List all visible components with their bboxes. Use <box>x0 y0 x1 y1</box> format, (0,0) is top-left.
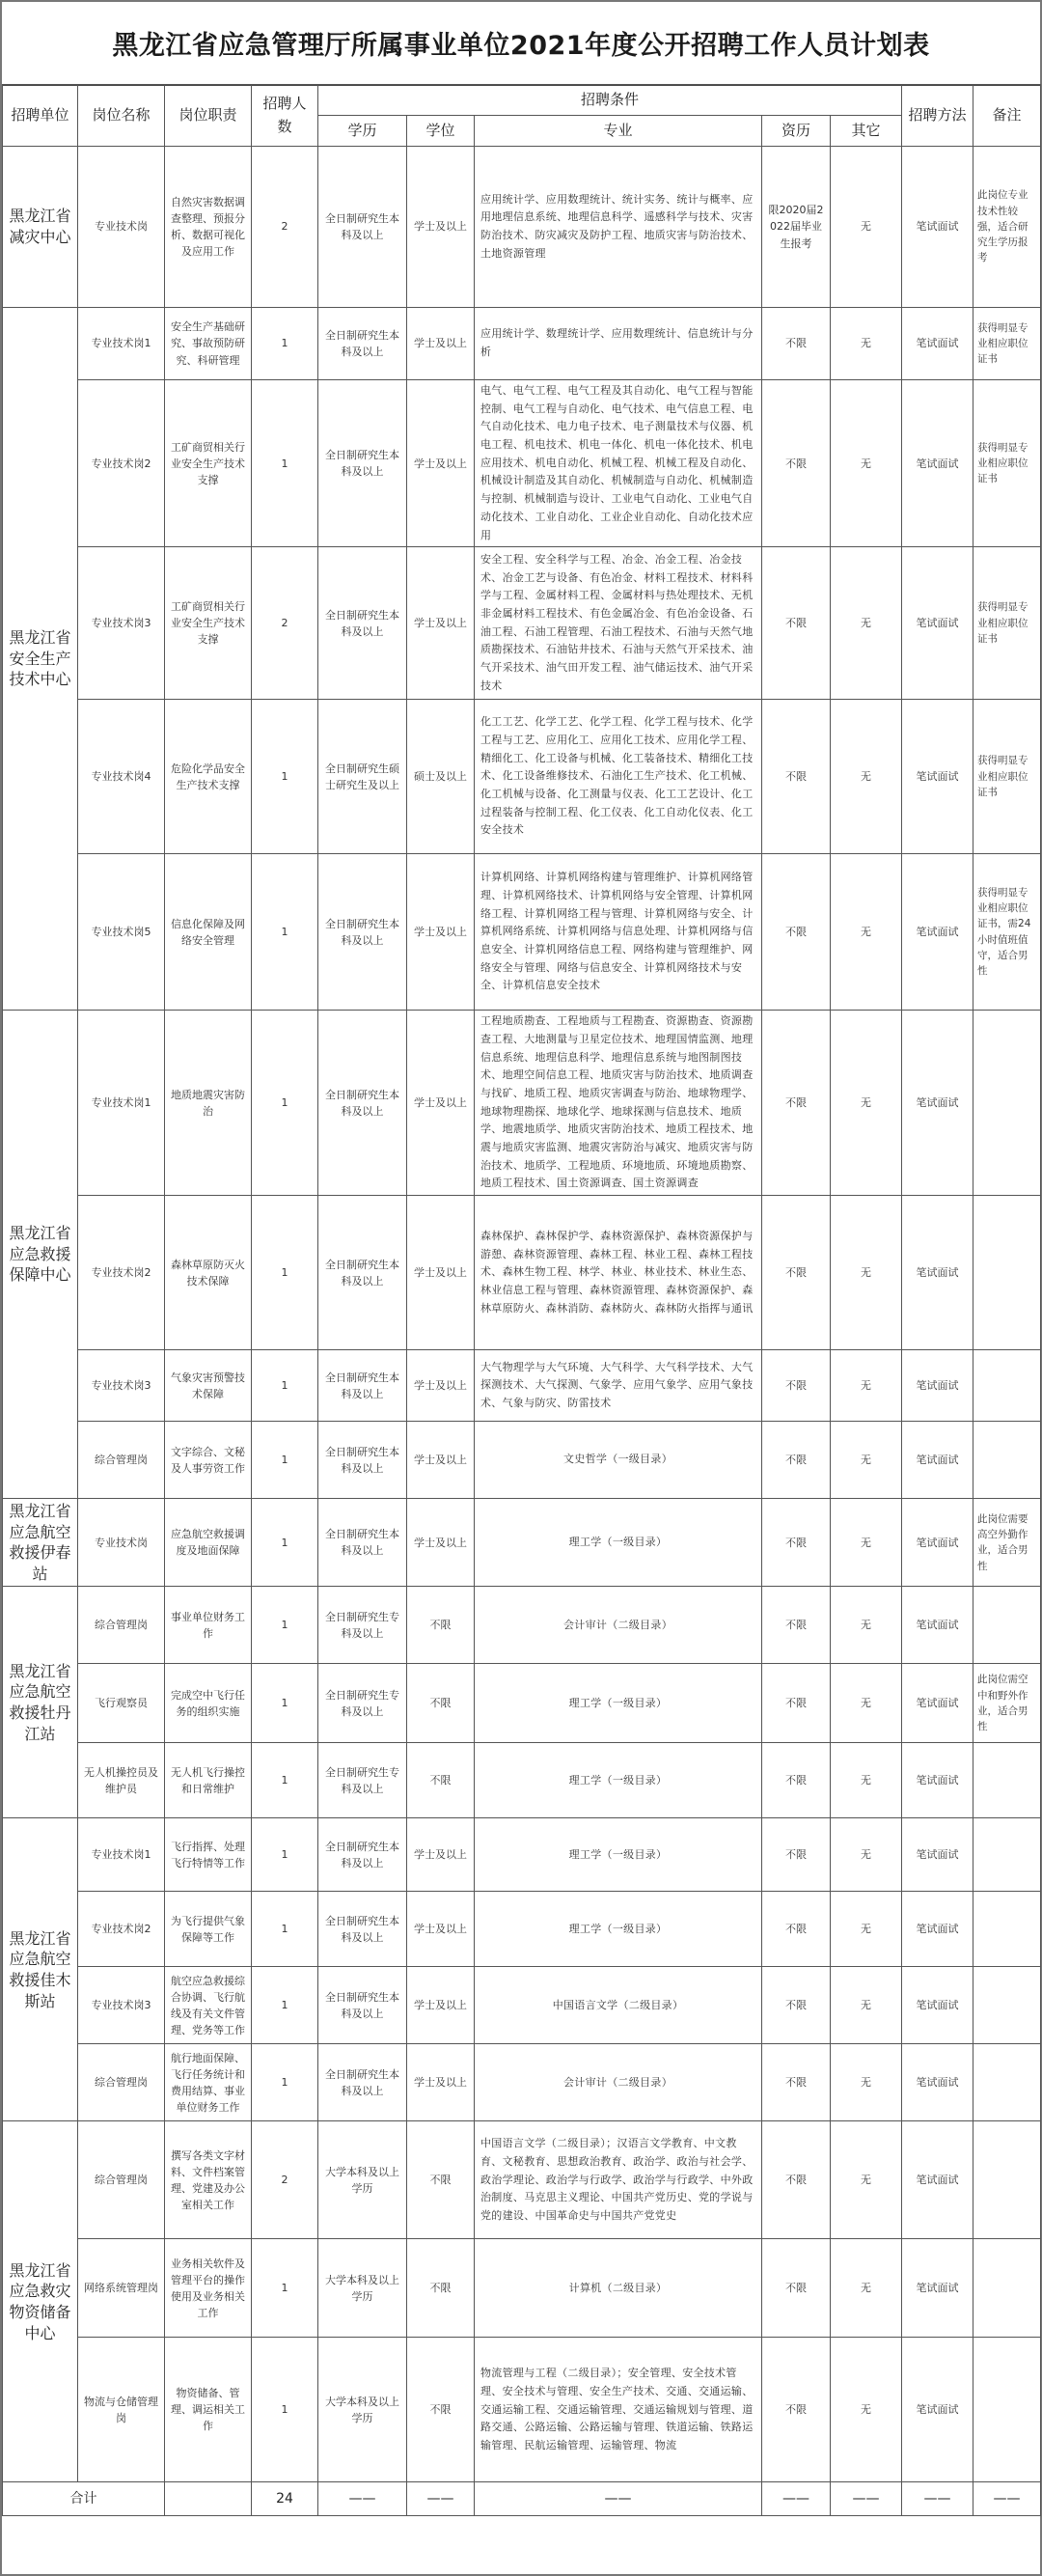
degree-cell: 不限 <box>407 1664 475 1743</box>
total-row <box>3 2482 1041 2516</box>
other-cell: 无 <box>831 1422 902 1499</box>
other-cell: 无 <box>831 2044 902 2121</box>
count-cell: 1 <box>252 2239 318 2338</box>
duty-cell: 气象灾害预警技术保障 <box>165 1350 252 1422</box>
header-conditions: 招聘条件 <box>318 85 902 116</box>
header-major: 专业 <box>475 116 762 147</box>
education-cell: 全日制研究生本科及以上 <box>318 380 407 547</box>
degree-cell: 学士及以上 <box>407 1967 475 2044</box>
major-cell: 化工工艺、化学工艺、化学工程、化学工程与技术、化学工程与工艺、应用化工、应用化工技术、应用化学工程、精细化工、化工设备与机械、化工装备技术、精细化工技术、化工设备维修技术、石油化工生产技术、化工机械、化工机械与设备、化工测量与仪表、化工工艺设计、化工过程装备与控制工程、化工仪表、化工自动化仪表、化工安全技术 <box>475 700 762 854</box>
total-label: 合计 <box>3 2482 165 2516</box>
method-cell: 笔试面试 <box>902 147 973 308</box>
method-cell: 笔试面试 <box>902 1818 973 1892</box>
degree-cell: 学士及以上 <box>407 1422 475 1499</box>
unit-name: 黑龙江省应急航空救援牡丹江站 <box>3 1587 78 1818</box>
header-duty: 岗位职责 <box>165 85 252 147</box>
remarks-cell <box>973 2239 1041 2338</box>
remarks-cell: 此岗位需要高空外勤作业，适合男性 <box>973 1499 1041 1587</box>
count-cell: 1 <box>252 380 318 547</box>
other-cell: 无 <box>831 308 902 380</box>
experience-cell: 不限 <box>762 1196 831 1350</box>
major-cell: 理工学（一级目录） <box>475 1664 762 1743</box>
degree-cell: 学士及以上 <box>407 547 475 700</box>
major-cell: 应用统计学、数理统计学、应用数理统计、信息统计与分析 <box>475 308 762 380</box>
degree-cell: 不限 <box>407 2121 475 2239</box>
post-name-cell: 专业技术岗 <box>78 1499 165 1587</box>
education-cell: 大学本科及以上学历 <box>318 2338 407 2482</box>
total-dash: —— <box>318 2482 407 2516</box>
post-name-cell: 专业技术岗2 <box>78 380 165 547</box>
header-remarks: 备注 <box>973 85 1041 147</box>
document-title-row <box>2 2 1040 86</box>
total-dash: —— <box>407 2482 475 2516</box>
table-row <box>3 1967 1041 2044</box>
total-dash: —— <box>973 2482 1041 2516</box>
method-cell: 笔试面试 <box>902 547 973 700</box>
duty-cell: 物资储备、管理、调运相关工作 <box>165 2338 252 2482</box>
other-cell: 无 <box>831 1818 902 1892</box>
remarks-cell <box>973 1196 1041 1350</box>
count-cell: 1 <box>252 1892 318 1967</box>
table-row <box>3 700 1041 854</box>
experience-cell: 不限 <box>762 1011 831 1196</box>
header-post-name: 岗位名称 <box>78 85 165 147</box>
remarks-cell <box>973 2044 1041 2121</box>
duty-cell: 安全生产基础研究、事故预防研究、科研管理 <box>165 308 252 380</box>
major-cell: 森林保护、森林保护学、森林资源保护、森林资源保护与游憩、森林资源管理、森林工程、林业工程、森林工程技术、森林生物工程、林学、林业、林业技术、林业生态、林业信息工程与管理、森林资源管理、森林资源保护、森林草原防火、森林消防、森林防火、森林防火指挥与通讯 <box>475 1196 762 1350</box>
method-cell: 笔试面试 <box>902 1664 973 1743</box>
method-cell: 笔试面试 <box>902 2044 973 2121</box>
experience-cell: 不限 <box>762 1350 831 1422</box>
method-cell: 笔试面试 <box>902 854 973 1011</box>
table-row <box>3 1664 1041 1743</box>
other-cell: 无 <box>831 1967 902 2044</box>
major-cell: 大气物理学与大气环境、大气科学、大气科学技术、大气探测技术、大气探测、气象学、应用气象学、应用气象技术、气象与防灾、防雷技术 <box>475 1350 762 1422</box>
education-cell: 全日制研究生本科及以上 <box>318 1967 407 2044</box>
duty-cell: 自然灾害数据调查整理、预报分析、数据可视化及应用工作 <box>165 147 252 308</box>
duty-cell: 航行地面保障、飞行任务统计和费用结算、事业单位财务工作 <box>165 2044 252 2121</box>
duty-cell: 森林草原防灭火技术保障 <box>165 1196 252 1350</box>
education-cell: 全日制研究生本科及以上 <box>318 1196 407 1350</box>
remarks-cell <box>973 1743 1041 1818</box>
education-cell: 大学本科及以上学历 <box>318 2121 407 2239</box>
post-name-cell: 无人机操控员及维护员 <box>78 1743 165 1818</box>
degree-cell: 学士及以上 <box>407 147 475 308</box>
post-name-cell: 专业技术岗3 <box>78 1967 165 2044</box>
education-cell: 全日制研究生硕士研究生及以上 <box>318 700 407 854</box>
duty-cell: 无人机飞行操控和日常维护 <box>165 1743 252 1818</box>
remarks-cell <box>973 1587 1041 1664</box>
major-cell: 中国语言文学（二级目录）；汉语言文学教育、中文教育、文秘教育、思想政治教育、政治学、政治与社会学、政治学理论、政治学与行政学、政治学与行政学、中外政治制度、马克思主义理论、中国共产党历史、党的学说与党的建设、中国革命史与中国共产党党史 <box>475 2121 762 2239</box>
count-cell: 1 <box>252 1743 318 1818</box>
experience-cell: 不限 <box>762 1892 831 1967</box>
post-name-cell: 专业技术岗5 <box>78 854 165 1011</box>
major-cell: 理工学（一级目录） <box>475 1818 762 1892</box>
post-name-cell: 专业技术岗1 <box>78 1818 165 1892</box>
remarks-cell <box>973 1011 1041 1196</box>
post-name-cell: 专业技术岗2 <box>78 1196 165 1350</box>
education-cell: 全日制研究生本科及以上 <box>318 854 407 1011</box>
count-cell: 1 <box>252 1587 318 1664</box>
post-name-cell: 专业技术岗3 <box>78 547 165 700</box>
post-name-cell: 综合管理岗 <box>78 2121 165 2239</box>
table-row <box>3 2121 1041 2239</box>
duty-cell: 航空应急救援综合协调、飞行航线及有关文件管理、党务等工作 <box>165 1967 252 2044</box>
degree-cell: 不限 <box>407 2239 475 2338</box>
experience-cell: 不限 <box>762 547 831 700</box>
count-cell: 1 <box>252 1011 318 1196</box>
post-name-cell: 物流与仓储管理岗 <box>78 2338 165 2482</box>
duty-cell: 工矿商贸相关行业安全生产技术支撑 <box>165 547 252 700</box>
table-row <box>3 147 1041 308</box>
table-row <box>3 547 1041 700</box>
post-name-cell: 飞行观察员 <box>78 1664 165 1743</box>
count-cell: 1 <box>252 308 318 380</box>
method-cell: 笔试面试 <box>902 308 973 380</box>
degree-cell: 学士及以上 <box>407 1499 475 1587</box>
degree-cell: 学士及以上 <box>407 1818 475 1892</box>
table-row <box>3 1892 1041 1967</box>
method-cell: 笔试面试 <box>902 1011 973 1196</box>
experience-cell: 不限 <box>762 1818 831 1892</box>
total-count: 24 <box>252 2482 318 2516</box>
table-row <box>3 1499 1041 1587</box>
header-unit: 招聘单位 <box>3 85 78 147</box>
table-row <box>3 1350 1041 1422</box>
remarks-cell <box>973 1422 1041 1499</box>
major-cell: 理工学（一级目录） <box>475 1743 762 1818</box>
degree-cell: 不限 <box>407 1587 475 1664</box>
count-cell: 1 <box>252 854 318 1011</box>
duty-cell: 信息化保障及网络安全管理 <box>165 854 252 1011</box>
method-cell: 笔试面试 <box>902 1499 973 1587</box>
post-name-cell: 专业技术岗 <box>78 147 165 308</box>
table-row <box>3 854 1041 1011</box>
post-name-cell: 专业技术岗1 <box>78 1011 165 1196</box>
major-cell: 理工学（一级目录） <box>475 1499 762 1587</box>
method-cell: 笔试面试 <box>902 700 973 854</box>
header-method: 招聘方法 <box>902 85 973 147</box>
education-cell: 全日制研究生本科及以上 <box>318 308 407 380</box>
education-cell: 全日制研究生专科及以上 <box>318 1664 407 1743</box>
duty-cell: 地质地震灾害防治 <box>165 1011 252 1196</box>
method-cell: 笔试面试 <box>902 1587 973 1664</box>
major-cell: 计算机（二级目录） <box>475 2239 762 2338</box>
education-cell: 全日制研究生本科及以上 <box>318 1892 407 1967</box>
remarks-cell: 此岗位专业技术性较强，适合研究生学历报考 <box>973 147 1041 308</box>
count-cell: 1 <box>252 1350 318 1422</box>
education-cell: 全日制研究生本科及以上 <box>318 147 407 308</box>
table-row <box>3 1011 1041 1196</box>
major-cell: 物流管理与工程（二级目录）；安全管理、安全技术管理、安全技术与管理、安全生产技术、交通、交通运输、交通运输工程、交通运输管理、交通运输规划与管理、道路交通、公路运输、公路运输与管理、铁道运输、铁路运输管理、民航运输管理、运输管理、物流 <box>475 2338 762 2482</box>
document-title: 黑龙江省应急管理厅所属事业单位2021年度公开招聘工作人员计划表 <box>112 31 930 61</box>
method-cell: 笔试面试 <box>902 1743 973 1818</box>
total-dash: —— <box>762 2482 831 2516</box>
method-cell: 笔试面试 <box>902 2239 973 2338</box>
other-cell: 无 <box>831 1499 902 1587</box>
unit-name: 黑龙江省安全生产技术中心 <box>3 308 78 1011</box>
other-cell: 无 <box>831 1350 902 1422</box>
degree-cell: 学士及以上 <box>407 380 475 547</box>
count-cell: 1 <box>252 700 318 854</box>
remarks-cell <box>973 1967 1041 2044</box>
degree-cell: 学士及以上 <box>407 854 475 1011</box>
remarks-cell: 获得明显专业相应职位证书 <box>973 380 1041 547</box>
other-cell: 无 <box>831 2239 902 2338</box>
method-cell: 笔试面试 <box>902 1422 973 1499</box>
other-cell: 无 <box>831 1664 902 1743</box>
remarks-cell <box>973 1892 1041 1967</box>
experience-cell: 不限 <box>762 2121 831 2239</box>
degree-cell: 不限 <box>407 2338 475 2482</box>
unit-name: 黑龙江省应急救援保障中心 <box>3 1011 78 1499</box>
major-cell: 会计审计（二级目录） <box>475 1587 762 1664</box>
duty-cell: 为飞行提供气象保障等工作 <box>165 1892 252 1967</box>
table-row <box>3 2338 1041 2482</box>
recruitment-plan-table <box>2 84 1041 2516</box>
unit-name: 黑龙江省减灾中心 <box>3 147 78 308</box>
post-name-cell: 专业技术岗4 <box>78 700 165 854</box>
total-empty <box>165 2482 252 2516</box>
other-cell: 无 <box>831 1011 902 1196</box>
header-other: 其它 <box>831 116 902 147</box>
experience-cell: 不限 <box>762 2239 831 2338</box>
other-cell: 无 <box>831 547 902 700</box>
experience-cell: 不限 <box>762 308 831 380</box>
table-row <box>3 2044 1041 2121</box>
table-row <box>3 1422 1041 1499</box>
other-cell: 无 <box>831 2338 902 2482</box>
total-dash: —— <box>902 2482 973 2516</box>
duty-cell: 飞行指挥、处理飞行特情等工作 <box>165 1818 252 1892</box>
degree-cell: 不限 <box>407 1743 475 1818</box>
remarks-cell <box>973 2121 1041 2239</box>
header-experience: 资历 <box>762 116 831 147</box>
experience-cell: 不限 <box>762 1967 831 2044</box>
unit-name: 黑龙江省应急航空救援佳木斯站 <box>3 1818 78 2121</box>
header-count: 招聘人数 <box>252 85 318 147</box>
method-cell: 笔试面试 <box>902 2338 973 2482</box>
table-row <box>3 2239 1041 2338</box>
education-cell: 全日制研究生本科及以上 <box>318 1422 407 1499</box>
duty-cell: 业务相关软件及管理平台的操作使用及业务相关工作 <box>165 2239 252 2338</box>
experience-cell: 不限 <box>762 1587 831 1664</box>
count-cell: 1 <box>252 1967 318 2044</box>
remarks-cell <box>973 2338 1041 2482</box>
education-cell: 全日制研究生专科及以上 <box>318 1587 407 1664</box>
duty-cell: 撰写各类文字材料、文件档案管理、党建及办公室相关工作 <box>165 2121 252 2239</box>
degree-cell: 学士及以上 <box>407 308 475 380</box>
degree-cell: 学士及以上 <box>407 1011 475 1196</box>
other-cell: 无 <box>831 1743 902 1818</box>
count-cell: 2 <box>252 2121 318 2239</box>
other-cell: 无 <box>831 1892 902 1967</box>
count-cell: 1 <box>252 1818 318 1892</box>
table-row <box>3 308 1041 380</box>
count-cell: 1 <box>252 1196 318 1350</box>
other-cell: 无 <box>831 1587 902 1664</box>
experience-cell: 不限 <box>762 1664 831 1743</box>
remarks-cell <box>973 1818 1041 1892</box>
experience-cell: 不限 <box>762 380 831 547</box>
method-cell: 笔试面试 <box>902 1196 973 1350</box>
major-cell: 安全工程、安全科学与工程、冶金、冶金工程、冶金技术、冶金工艺与设备、有色冶金、材料工程技术、材料科学与工程、金属材料工程、金属材料与热处理技术、无机非金属材料工程技术、有色金属冶金、有色冶金设备、石油工程、石油工程管理、石油工程技术、石油与天然气地质勘探技术、石油钻井技术、石油与天然气开采技术、油气开采技术、油气田开发工程、油气储运技术、油气开采技术 <box>475 547 762 700</box>
major-cell: 中国语言文学（二级目录） <box>475 1967 762 2044</box>
header-row-1 <box>3 85 1041 116</box>
experience-cell: 不限 <box>762 854 831 1011</box>
post-name-cell: 综合管理岗 <box>78 1422 165 1499</box>
major-cell: 电气、电气工程、电气工程及其自动化、电气工程与智能控制、电气工程与自动化、电气技术、电气信息工程、电气自动化技术、电力电子技术、电子测量技术与仪器、机电工程、机电技术、机电一体化、机电一体化技术、机电应用技术、机电自动化、机械工程、机械工程及自动化、机械设计制造及其自动化、机械制造与自动化、机械制造与控制、机械制造与设计、工业电气自动化、工业电气自动化技术、工业自动化、工业企业自动化、自动化技术应用 <box>475 380 762 547</box>
method-cell: 笔试面试 <box>902 380 973 547</box>
post-name-cell: 综合管理岗 <box>78 2044 165 2121</box>
plan-body <box>3 147 1041 2482</box>
count-cell: 1 <box>252 2338 318 2482</box>
count-cell: 2 <box>252 547 318 700</box>
duty-cell: 工矿商贸相关行业安全生产技术支撑 <box>165 380 252 547</box>
post-name-cell: 专业技术岗1 <box>78 308 165 380</box>
count-cell: 1 <box>252 1664 318 1743</box>
other-cell: 无 <box>831 2121 902 2239</box>
table-row <box>3 380 1041 547</box>
education-cell: 全日制研究生本科及以上 <box>318 547 407 700</box>
post-name-cell: 综合管理岗 <box>78 1587 165 1664</box>
duty-cell: 文字综合、文秘及人事劳资工作 <box>165 1422 252 1499</box>
table-row <box>3 1743 1041 1818</box>
experience-cell: 不限 <box>762 2044 831 2121</box>
duty-cell: 危险化学品安全生产技术支撑 <box>165 700 252 854</box>
unit-name: 黑龙江省应急救灾物资储备中心 <box>3 2121 78 2482</box>
experience-cell: 不限 <box>762 1422 831 1499</box>
method-cell: 笔试面试 <box>902 1967 973 2044</box>
major-cell: 会计审计（二级目录） <box>475 2044 762 2121</box>
remarks-cell: 获得明显专业相应职位证书 <box>973 308 1041 380</box>
major-cell: 文史哲学（一级目录） <box>475 1422 762 1499</box>
experience-cell: 不限 <box>762 2338 831 2482</box>
other-cell: 无 <box>831 380 902 547</box>
total-dash: —— <box>475 2482 762 2516</box>
duty-cell: 事业单位财务工作 <box>165 1587 252 1664</box>
post-name-cell: 专业技术岗2 <box>78 1892 165 1967</box>
major-cell: 工程地质勘查、工程地质与工程勘查、资源勘查、资源勘查工程、大地测量与卫星定位技术、地理国情监测、地理信息系统、地理信息科学、地理信息系统与地图制图技术、地理空间信息工程、地质灾害与防治技术、地质调查与找矿、地质工程、地质灾害调查与防治、地球物理学、地球物理勘探、地球化学、地球探测与信息技术、地质学、地震地质学、地质灾害防治技术、地质工程技术、地震与地质灾害监测、地震灾害防治与减灾、地质灾害与防治技术、地质学、工程地质、环境地质、环境地质勘察、地质工程技术、国土资源调查、国土资源调查 <box>475 1011 762 1196</box>
count-cell: 2 <box>252 147 318 308</box>
duty-cell: 应急航空救援调度及地面保障 <box>165 1499 252 1587</box>
total-dash: —— <box>831 2482 902 2516</box>
table-row <box>3 1196 1041 1350</box>
education-cell: 全日制研究生本科及以上 <box>318 1011 407 1196</box>
degree-cell: 学士及以上 <box>407 1350 475 1422</box>
major-cell: 应用统计学、应用数理统计、统计实务、统计与概率、应用地理信息系统、地理信息科学、遥感科学与技术、灾害防治技术、防灾减灾及防护工程、地质灾害与防治技术、土地资源管理 <box>475 147 762 308</box>
other-cell: 无 <box>831 700 902 854</box>
other-cell: 无 <box>831 854 902 1011</box>
education-cell: 全日制研究生本科及以上 <box>318 1818 407 1892</box>
unit-name: 黑龙江省应急航空救援伊春站 <box>3 1499 78 1587</box>
degree-cell: 学士及以上 <box>407 1196 475 1350</box>
major-cell: 理工学（一级目录） <box>475 1892 762 1967</box>
education-cell: 全日制研究生本科及以上 <box>318 2044 407 2121</box>
major-cell: 计算机网络、计算机网络构建与管理维护、计算机网络管理、计算机网络技术、计算机网络与安全管理、计算机网络工程、计算机网络工程与管理、计算机网络与安全、计算机网络系统、计算机网络与信息处理、计算机网络与信息安全、计算机网络信息工程、网络构建与管理维护、网络安全与管理、网络与信息安全、计算机网络技术与安全、计算机信息安全技术 <box>475 854 762 1011</box>
education-cell: 全日制研究生专科及以上 <box>318 1743 407 1818</box>
post-name-cell: 专业技术岗3 <box>78 1350 165 1422</box>
experience-cell: 不限 <box>762 1743 831 1818</box>
post-name-cell: 网络系统管理岗 <box>78 2239 165 2338</box>
degree-cell: 学士及以上 <box>407 1892 475 1967</box>
remarks-cell: 获得明显专业相应职位证书 <box>973 547 1041 700</box>
other-cell: 无 <box>831 147 902 308</box>
other-cell: 无 <box>831 1196 902 1350</box>
count-cell: 1 <box>252 1422 318 1499</box>
header-education: 学历 <box>318 116 407 147</box>
remarks-cell <box>973 1350 1041 1422</box>
experience-cell: 限2020届2022届毕业生报考 <box>762 147 831 308</box>
count-cell: 1 <box>252 1499 318 1587</box>
degree-cell: 硕士及以上 <box>407 700 475 854</box>
table-row <box>3 1818 1041 1892</box>
education-cell: 大学本科及以上学历 <box>318 2239 407 2338</box>
experience-cell: 不限 <box>762 1499 831 1587</box>
method-cell: 笔试面试 <box>902 1350 973 1422</box>
degree-cell: 学士及以上 <box>407 2044 475 2121</box>
method-cell: 笔试面试 <box>902 2121 973 2239</box>
method-cell: 笔试面试 <box>902 1892 973 1967</box>
experience-cell: 不限 <box>762 700 831 854</box>
education-cell: 全日制研究生本科及以上 <box>318 1499 407 1587</box>
table-row <box>3 1587 1041 1664</box>
duty-cell: 完成空中飞行任务的组织实施 <box>165 1664 252 1743</box>
education-cell: 全日制研究生本科及以上 <box>318 1350 407 1422</box>
count-cell: 1 <box>252 2044 318 2121</box>
remarks-cell: 此岗位需空中和野外作业，适合男性 <box>973 1664 1041 1743</box>
remarks-cell: 获得明显专业相应职位证书 <box>973 700 1041 854</box>
header-degree: 学位 <box>407 116 475 147</box>
remarks-cell: 获得明显专业相应职位证书，需24小时值班值守，适合男性 <box>973 854 1041 1011</box>
